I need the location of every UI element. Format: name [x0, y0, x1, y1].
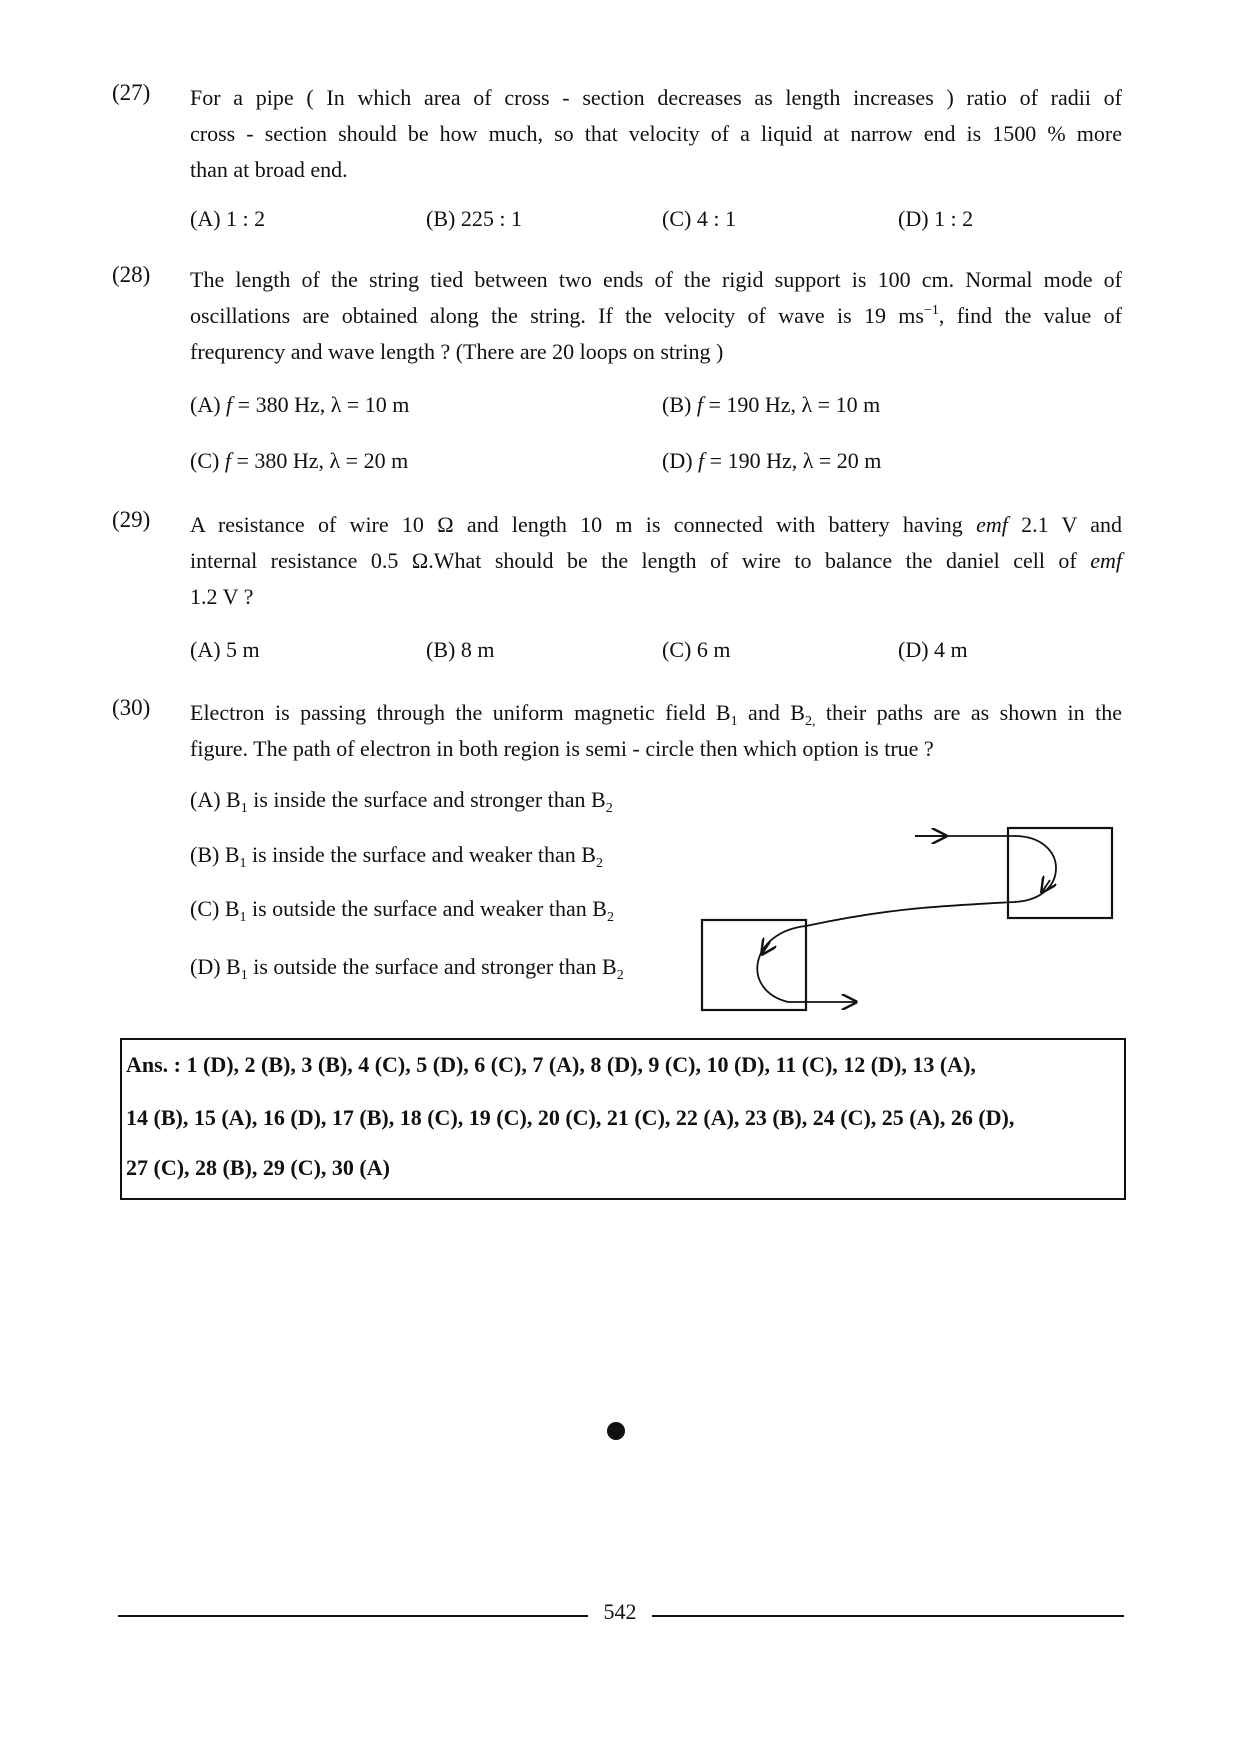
- option-b[interactable]: (B) 225 : 1: [426, 206, 522, 231]
- electron-path-diagram: [690, 820, 1130, 1020]
- answer-line-2: 14 (B), 15 (A), 16 (D), 17 (B), 18 (C), 19 (C), 20 (C), 21 (C), 22 (A), 23 (B), 24 (C), 25 (A), 26 (D),: [126, 1105, 1015, 1130]
- question-number: (28): [112, 262, 151, 287]
- option-d[interactable]: (D) 4 m: [898, 637, 968, 662]
- option-d[interactable]: (D) 1 : 2: [898, 206, 974, 231]
- region-b2-box: [702, 920, 806, 1010]
- question-30: [112, 695, 1122, 983]
- option-b[interactable]: (B) $B_1$ is inside the surface and weaker than $B_2$: [190, 842, 603, 871]
- question-number: (30): [112, 695, 151, 720]
- answer-line-3: 27 (C), 28 (B), 29 (C), 30 (A): [126, 1155, 390, 1180]
- option-a[interactable]: (A) f = 380 Hz, λ = 10 m: [190, 392, 410, 417]
- question-text: The length of the string tied between two ends of the rigid support is 100 cm. Normal mode of oscillations are obtained along the string. If the velocity of wave is 19 $ms^{-1}$, find the value of frequrency and wave length ? (There are 20 loops on string ): [190, 267, 1122, 364]
- answer-line-1: Ans. : 1 (D), 2 (B), 3 (B), 4 (C), 5 (D), 6 (C), 7 (A), 8 (D), 9 (C), 10 (D), 11 (C), 12 (D), 13 (A),: [126, 1052, 976, 1077]
- option-c[interactable]: (C) $B_1$ is outside the surface and weaker than $B_2$: [190, 896, 614, 925]
- footer-rule-right: [652, 1615, 1124, 1617]
- question-28: [112, 262, 1122, 473]
- semicircle-b2: [757, 926, 806, 1002]
- option-a[interactable]: (A) 5 m: [190, 637, 260, 662]
- option-c[interactable]: (C) 6 m: [662, 637, 731, 662]
- question-number: (29): [112, 507, 151, 532]
- question-text: A resistance of wire 10 Ω and length 10 m is connected with battery having emf 2.1 V and internal resistance 0.5 Ω.What should be the length of wire to balance the daniel cell of emf 1.2 V ?: [190, 512, 1123, 609]
- option-b[interactable]: (B) 8 m: [426, 637, 495, 662]
- page-number: 542: [603, 1599, 637, 1624]
- answer-key-box: [120, 1038, 1126, 1200]
- question-29: [112, 507, 1123, 662]
- bullet-dot: [607, 1422, 625, 1440]
- connecting-path: [806, 902, 1014, 926]
- option-b[interactable]: (B) f = 190 Hz, λ = 10 m: [662, 392, 881, 417]
- question-text: Electron is passing through the uniform magnetic field $B_1$ and $B_{2,}$ their paths are as shown in the figure. The path of electron in both region is semi - circle then which option is true ?: [190, 700, 1122, 761]
- question-number: (27): [112, 80, 151, 105]
- footer-rule-left: [118, 1615, 588, 1617]
- option-c[interactable]: (C) f = 380 Hz, λ = 20 m: [190, 448, 409, 473]
- region-b1-box: [1008, 828, 1112, 918]
- option-a[interactable]: (A) $B_1$ is inside the surface and stronger than $B_2$: [190, 787, 613, 816]
- option-c[interactable]: (C) 4 : 1: [662, 206, 736, 231]
- option-a[interactable]: (A) 1 : 2: [190, 206, 266, 231]
- option-d[interactable]: (D) f = 190 Hz, λ = 20 m: [662, 448, 882, 473]
- question-text: For a pipe ( In which area of cross - section decreases as length increases ) ratio of radii of cross - section should be how much, so that velocity of a liquid at narrow end is 1500 % more than at broad end.: [190, 85, 1122, 182]
- option-d[interactable]: (D) $B_1$ is outside the surface and stronger than $B_2$: [190, 954, 624, 983]
- question-27: [112, 80, 1122, 231]
- semicircle-b1: [1008, 836, 1056, 902]
